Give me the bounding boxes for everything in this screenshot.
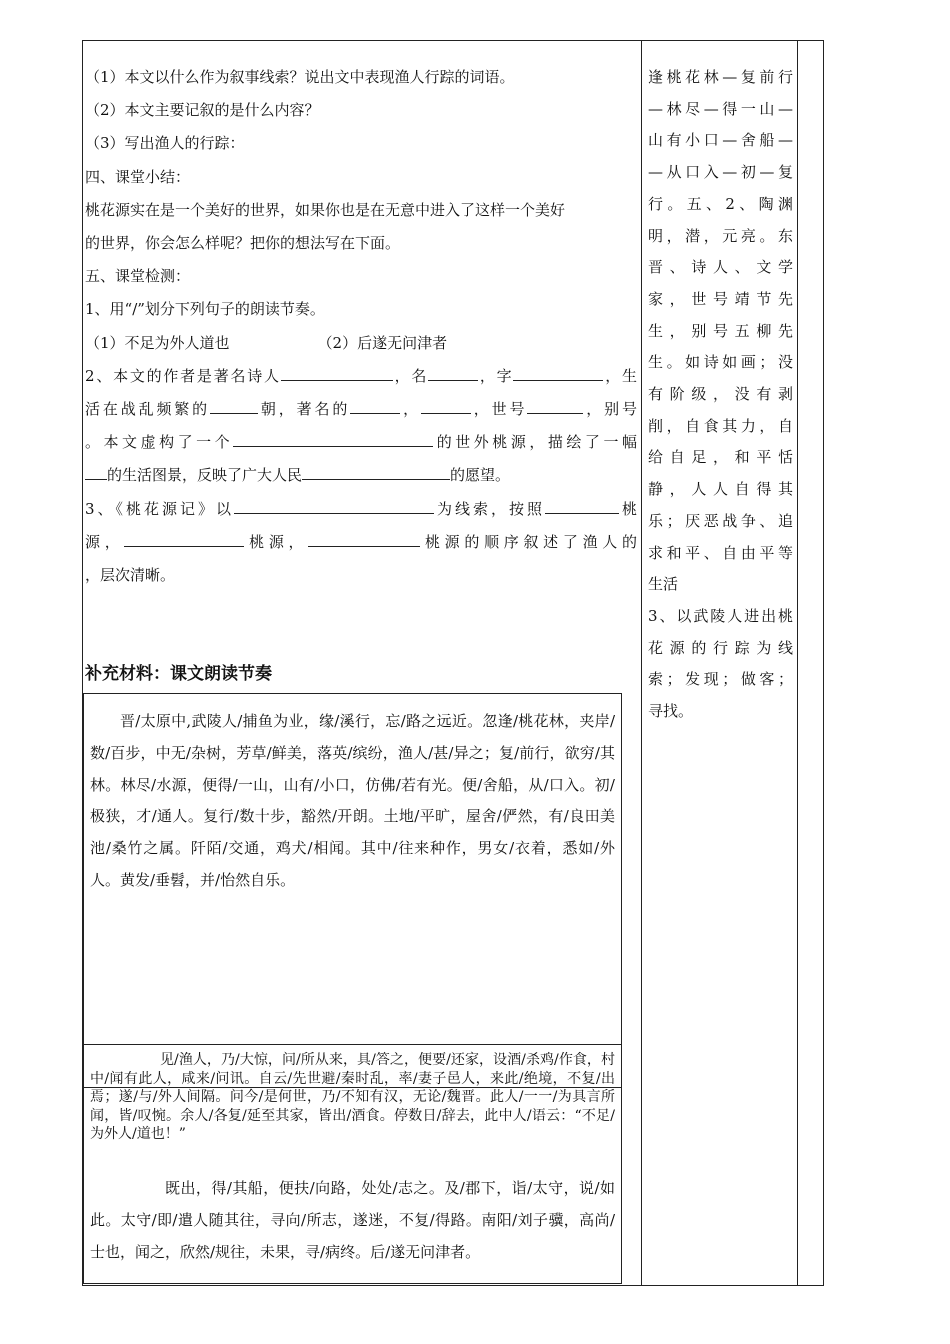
answer-line: 生活 bbox=[648, 575, 679, 594]
answer-line: 有阶级，没有剥 bbox=[648, 385, 793, 404]
passage-text: 既出，得/其船，便扶/向路，处处/志之。及/郡下，诣/太守，说/如此。太守/即/遣人随其往，寻向/所志，遂迷，不复/得路。南阳/刘子骥，高尚/士也，闻之，欣然/规往，未果，寻/病终。后/遂无问津者。 bbox=[90, 1179, 615, 1261]
answer-line: 3、以武陵人进出桃 bbox=[648, 606, 793, 625]
passage-box bbox=[83, 693, 622, 1088]
test-2-line bbox=[85, 426, 637, 459]
answer-blank[interactable] bbox=[281, 364, 393, 381]
passage-text: 晋/太原中,武陵人/捕鱼为业，缘/溪行，忘/路之远近。忽逢/桃花林，夹岸/数/百步，中无/杂树，芳草/鲜美，落英/缤纷，渔人/甚/异之；复/前行，欲穷/其林。林尽/水源，便得/一山，山有/小口，仿佛/若有光。便/舍船，从/口入。初/极狭，才/通人。复行/数十步，豁然/开朗。土地/平旷，屋舍/俨然，有/良田美池/桑竹之属。阡陌/交通，鸡犬/相闻。其中/往来种作，男女/衣着，悉如/外人。黄发/垂髫，并/怡然自乐。 bbox=[90, 712, 615, 889]
test-text: 3、《桃花源记》以 bbox=[85, 499, 235, 518]
answer-blank[interactable] bbox=[85, 464, 107, 481]
test-text: 的世外桃源，描绘了一幅 bbox=[433, 433, 637, 452]
answer-blank[interactable] bbox=[513, 364, 603, 381]
answer-blank[interactable] bbox=[234, 497, 434, 514]
answer-blank[interactable] bbox=[308, 530, 420, 547]
answer-blank[interactable] bbox=[233, 430, 433, 447]
lesson-column bbox=[85, 61, 637, 592]
test-text: ，字 bbox=[478, 366, 514, 385]
answer-line: 给自足，和平恬 bbox=[648, 448, 793, 467]
test-text: 的生活图景，反映了广大人民 bbox=[107, 466, 303, 485]
test-text: 桃源， bbox=[244, 532, 309, 551]
test-text: ，生 bbox=[603, 366, 637, 385]
test-1-item: （2）后遂无问津者 bbox=[317, 333, 448, 352]
test-text: 朝，著名的 bbox=[258, 400, 351, 419]
answer-line: 求和平、自由平等 bbox=[648, 543, 793, 562]
question-1: （1）本文以什么作为叙事线索？说出文中表现渔人行踪的词语。 bbox=[85, 68, 515, 86]
answer-line: 生。如诗如画；没 bbox=[648, 353, 793, 372]
test-1-item: （1）不足为外人道也 bbox=[85, 333, 230, 352]
test-text: 为线索，按照 bbox=[434, 499, 545, 518]
worksheet-table bbox=[82, 40, 824, 1286]
answer-blank[interactable] bbox=[124, 530, 244, 547]
answer-line: 寻找。 bbox=[648, 702, 694, 721]
test-text: 。本文虚构了一个 bbox=[85, 433, 234, 452]
question-2: （2）本文主要记叙的是什么内容？ bbox=[85, 101, 320, 120]
answer-line: 静，人人自得其 bbox=[648, 480, 793, 499]
test-1-prompt: 1、用“/”划分下列句子的朗读节奏。 bbox=[85, 300, 325, 319]
test-text: ， bbox=[400, 400, 421, 419]
summary-body: 的世界，你会怎么样呢？把你的想法写在下面。 bbox=[85, 234, 401, 253]
test-1-items bbox=[85, 327, 637, 360]
answer-blank[interactable] bbox=[428, 364, 478, 381]
answer-line: 山有小口—舍船— bbox=[648, 131, 793, 150]
answer-line: 明，潜，元亮。东 bbox=[648, 226, 793, 245]
test-text: 活在战乱频繁的 bbox=[85, 400, 211, 419]
column-divider bbox=[797, 41, 798, 1285]
test-text: 的愿望。 bbox=[450, 466, 511, 485]
answer-blank[interactable] bbox=[527, 397, 583, 414]
summary-heading: 四、课堂小结： bbox=[85, 167, 191, 186]
test-text: ，名 bbox=[392, 366, 429, 385]
answer-line: 逢桃花林—复前行 bbox=[648, 68, 793, 86]
answer-column bbox=[648, 62, 793, 728]
column-divider bbox=[641, 41, 642, 1285]
answer-blank[interactable] bbox=[302, 464, 450, 481]
answer-blank[interactable] bbox=[421, 397, 471, 414]
test-3-line: ，层次清晰。 bbox=[85, 566, 176, 585]
answer-blank[interactable] bbox=[350, 397, 400, 414]
test-text: 源， bbox=[85, 532, 125, 551]
test-text: 桃 bbox=[618, 499, 637, 518]
answer-blank[interactable] bbox=[210, 397, 258, 414]
test-2-line bbox=[85, 360, 637, 393]
summary-body: 桃花源实在是一个美好的世界，如果你也是在无意中进入了这样一个美好 bbox=[85, 200, 566, 219]
answer-line: 索；发现；做客； bbox=[648, 670, 793, 689]
test-3-line bbox=[85, 526, 637, 559]
passage-text: 见/渔人，乃/大惊，问/所从来，具/答之，便要/还家，设酒/杀鸡/作食，村中/闻有此人，咸来/问讯。自云/先世避/秦时乱，率/妻子邑人，来此/绝境，不复/出焉；遂/与/外人间隔。问今/是何世，乃/不知有汉，无论/魏晋。此人/一一/为具言所闻，皆/叹惋。余人/各复/延至其家，皆出/酒食。停数日/辞去，此中人/语云：“不足/为外人/道也！” bbox=[90, 1052, 615, 1142]
test-text: ，别号 bbox=[583, 400, 637, 419]
answer-line: 家，世号靖节先 bbox=[648, 289, 793, 308]
test-text: 2、本文的作者是著名诗人 bbox=[85, 366, 281, 385]
answer-line: —林尽—得一山— bbox=[648, 99, 793, 118]
answer-line: —从口入—初—复 bbox=[648, 163, 793, 182]
answer-line: 花源的行踪为线 bbox=[648, 638, 793, 657]
test-text: 桃源的顺序叙述了渔人的 bbox=[420, 532, 637, 551]
answer-line: 行。五、2、陶渊 bbox=[648, 194, 793, 213]
test-text: ，世号 bbox=[470, 400, 528, 419]
question-3: （3）写出渔人的行踪： bbox=[85, 134, 245, 153]
answer-line: 晋、诗人、文学 bbox=[648, 258, 793, 277]
test-heading: 五、课堂检测： bbox=[85, 267, 191, 286]
test-3-line bbox=[85, 493, 637, 526]
answer-line: 生，别号五柳先 bbox=[648, 321, 793, 340]
supplement-title: 补充材料：课文朗读节奏 bbox=[85, 664, 272, 684]
test-2-line bbox=[85, 459, 637, 492]
answer-blank[interactable] bbox=[545, 497, 619, 514]
test-2-line bbox=[85, 393, 637, 426]
passage-box bbox=[83, 1044, 622, 1284]
answer-line: 削，自食其力，自 bbox=[648, 416, 793, 435]
answer-line: 乐；厌恶战争、追 bbox=[648, 511, 793, 530]
